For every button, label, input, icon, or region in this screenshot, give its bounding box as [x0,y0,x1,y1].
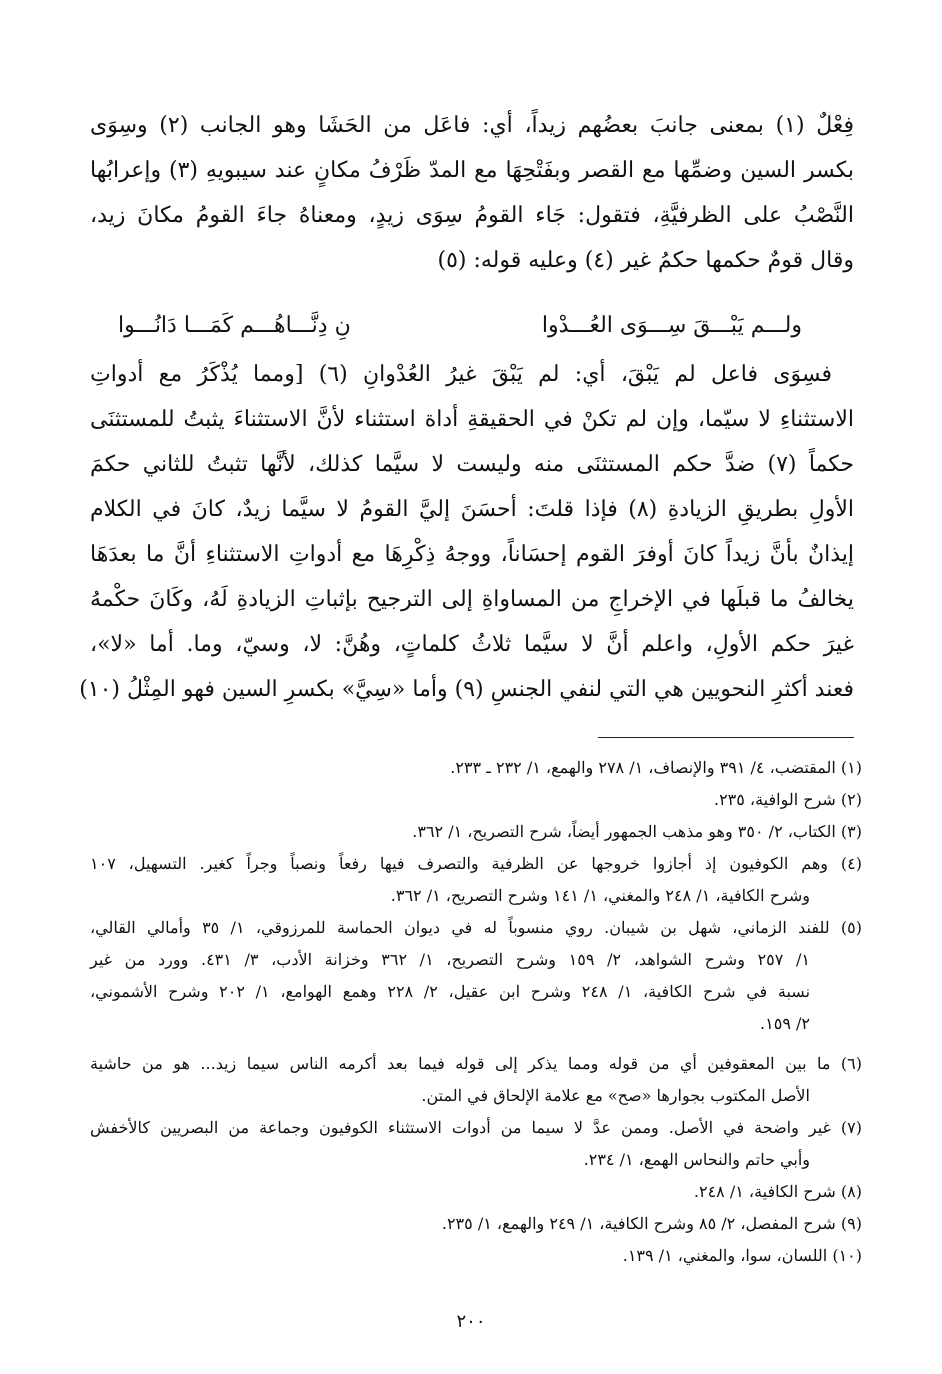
main-text-line: يخالفُ ما قبلَها في الإخراجِ من المساواةِ إلى الترجيح بإثباتِ الزيادةِ لَهُ، وكَانَ حكْمهُ [90,587,854,612]
footnote-8: (٨) شرح الكافية، ١/ ٢٤٨. [693,1182,862,1201]
main-text-line: فِعْلٌ (١) بمعنى جانبَ بعضُهم زيداً، أي: فاعَل من الحَشَا وهو الجانب (٢) وسِوَى [90,113,854,138]
main-text-line: إيذانٌ بأنَّ زيداً كانَ أوفرَ القوم إحسَاناً، ووجهُ ذِكْرِهَا مع أدواتِ الاستثناءِ أنَّ ما بعدَهَا [90,542,854,567]
footnote-5: (٥) للفند الزماني، شهل بن شيبان. روي منسوباً له في ديوان الحماسة للمرزوقي، ١/ ٣٥ وأمالي القالي، [90,918,862,937]
footnote-3: (٣) الكتاب، ٢/ ٣٥٠ وهو مذهب الجمهور أيضاً، شرح التصريح، ١/ ٣٦٢. [412,822,862,841]
footnote-9: (٩) شرح المفصل، ٢/ ٨٥ وشرح الكافية، ١/ ٢٤٩ والهمع، ١/ ٢٣٥. [441,1214,862,1233]
verse-second-hemistich: نِ دِنَّـــاهُـــم كَمَـــا دَانُـــوا [118,312,351,338]
footnote-2: (٢) شرح الوافية، ٢٣٥. [713,790,862,809]
footnotes [90,752,862,1272]
main-text-line: بكسر السين وضمِّها مع القصر وبفَتْحِهَا مع المدّ ظَرْفُ مكانٍ عند سيبويهِ (٣) وإعرابُها [90,158,854,183]
footnote-6: (٦) ما بين المعقوفين أي من قوله ومما يذكر إلى قوله فيما بعد أكرمه الناس سيما زيد... هو من حاشية [90,1054,863,1073]
footnote-5-continuation: ٢/ ١٥٩. [760,1014,810,1033]
footnote-5-continuation: ١/ ٢٥٧ وشرح الشواهد، ٢/ ١٥٩ وشرح التصريح، ١/ ٣٦٢ وخزانة الأدب، ٣/ ٤٣١. وورد من غير [90,950,810,969]
footnote-7: (٧) غير واضحة في الأصل. وممن عدَّ لا سيما من أدوات الاستثناء الكوفيون وجماعة من البصريين كالأخفش [90,1118,862,1137]
footnote-gap [90,1040,862,1048]
main-text-block-1 [90,103,854,283]
footnote-4-continuation: وشرح الكافية، ١/ ٢٤٨ والمغني، ١/ ١٤١ وشرح التصريح، ١/ ٣٦٢. [390,886,810,905]
footnote-7-continuation: وأبي حاتم والنحاس الهمع، ١/ ٢٣٤. [583,1150,810,1169]
main-text-line: النَّصْبُ على الظرفيَّةِ، فتقول: جَاء القومُ سِوَى زيدٍ، ومعناهُ جاءَ القومُ مكانَ زيد، [90,203,854,228]
main-text-line: حكماً (٧) ضدَّ حكم المستثنَى منه وليست لا سيَّما كذلك، لأنَّها تثبتُ للثاني حكمَ [90,452,854,477]
footnote-5-continuation: نسبة في شرح الكافية، ١/ ٢٤٨ وشرح ابن عقيل، ٢/ ٢٢٨ وهمع الهوامع، ١/ ٢٠٢ وشرح الأشموني، [90,982,811,1001]
footnote-4: (٤) وهم الكوفيون إذ أجازوا خروجها عن الظرفية والتصرف فيها رفعاً ونصباً وجراً كغير. التسهيل، ١٠٧ [90,854,862,873]
footnote-1: (١) المقتضب، ٤/ ٣٩١ والإنصاف، ١/ ٢٧٨ والهمع، ١/ ٢٣٢ ـ ٢٣٣. [450,758,862,777]
poetry-verse [118,302,802,348]
main-text-line: فسِوَى فاعل لم يَبْقَ، أي: لم يَبْقَ غيرُ العُدْوانِ (٦) [ومما يُذْكَرُ مع أدواتِ [90,362,832,387]
footnote-6-continuation: الأصل المكتوب بجوارها «صح» مع علامة الإلحاق في المتن. [421,1086,810,1105]
main-text-line: غيرَ حكم الأولِ، واعلم أنَّ لا سيَّما ثلاثُ كلماتٍ، وهُنَّ: لا، وسيّ، وما. أما «لا»، [90,632,854,657]
main-text-line: الاستثناءِ لا سيّما، وإن لم تكنْ في الحقيقةِ أداة استثناء لأنَّ الاستثناءَ يثبتُ للمستثنَى [90,407,854,432]
main-text-line: وقال قومٌ حكمها حكمُ غير (٤) وعليه قوله: (٥) [437,248,854,273]
main-text-block-2 [79,352,854,712]
page-number: ٢٠٠ [456,1311,486,1332]
footnote-divider [598,737,854,738]
main-text-line: الأولِ بطريقِ الزيادةِ (٨) فإذا قلتَ: أحسَنَ إليَّ القومُ لا سيَّما زيدٌ، كانَ في الكلام [90,497,854,522]
verse-first-hemistich: ولـــم يَبْـــقَ سِـــوَى العُـــدْوا [541,312,802,338]
footnote-10: (١٠) اللسان، سوا، والمغني، ١/ ١٣٩. [622,1246,862,1265]
main-text-line: فعند أكثرِ النحويين هي التي لنفي الجنسِ (٩) وأما «سِيَّ» بكسرِ السين فهو المِثْلُ (١٠) [79,677,854,702]
